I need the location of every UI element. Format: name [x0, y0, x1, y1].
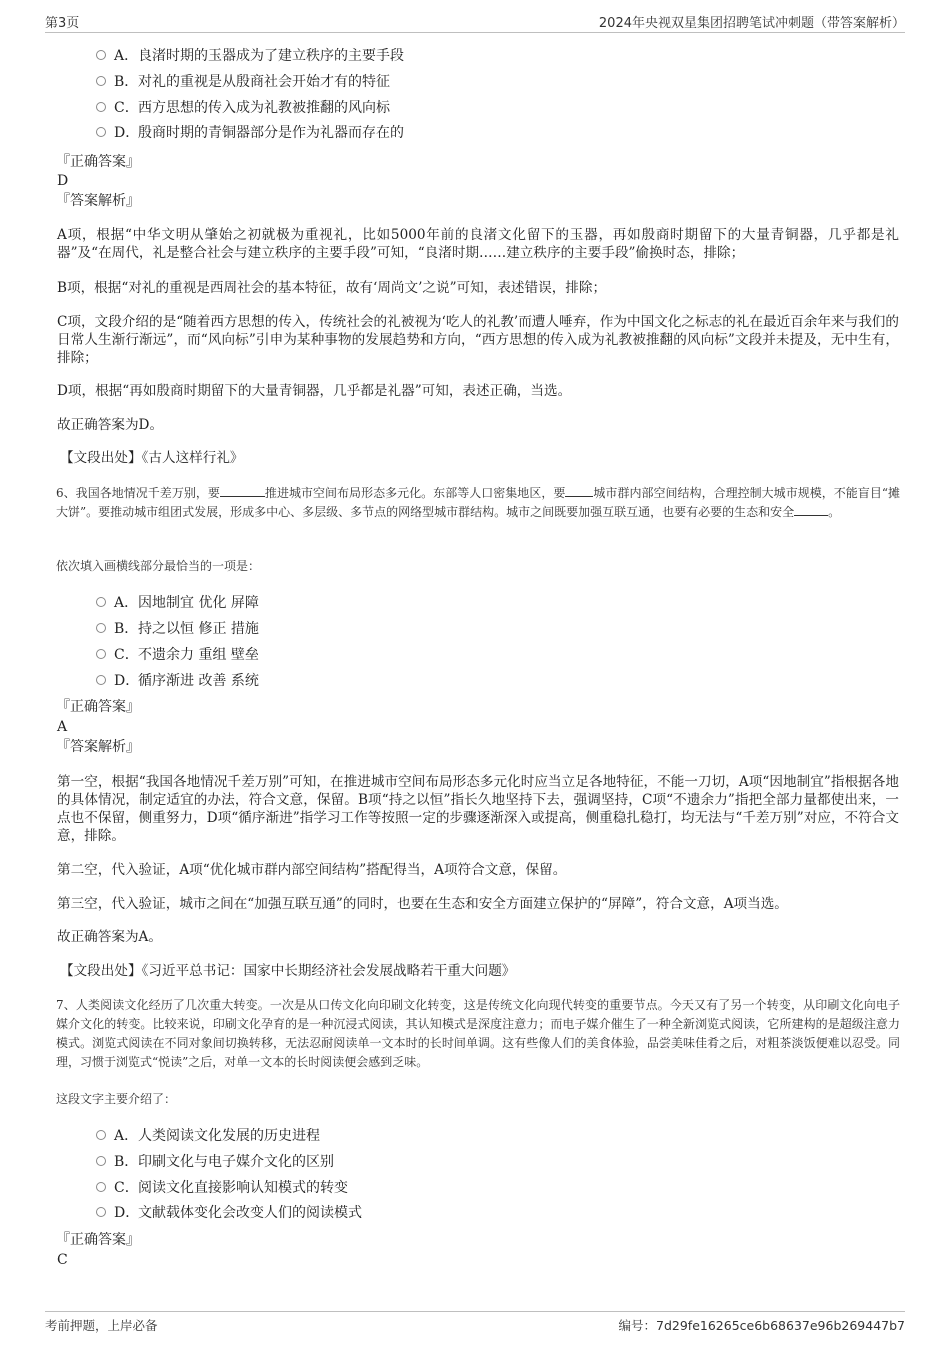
analysis-paragraph: 第一空，根据“我国各地情况千差万别”可知，在推进城市空间布局形态多元化时应当立足各地特征，不能一刀切，A项“因地制宜”指根据各地的具体情况，制定适宜的办法，符合文意，保留。B项“持之以恒”指长久地坚持下去，强调坚持，C项“不遗余力”指把全部力量都使出来，一点也不保留，侧重努力，D项“循序渐进”指学习工作等按照一定的步骤逐渐深入或提高，侧重稳扎稳打，均无法与“千差万别”对应，不符合文意，排除。 [57, 774, 899, 844]
q6-option-d[interactable]: D．循序渐进 改善 系统 [96, 670, 259, 692]
q6-option-a[interactable]: A．因地制宜 优化 屏障 [96, 592, 259, 614]
q6-option-c[interactable]: C．不遗余力 重组 壁垒 [96, 644, 259, 666]
fill-blank [220, 484, 265, 497]
conclusion: 故正确答案为D。 [57, 417, 164, 433]
radio-icon[interactable] [96, 675, 106, 685]
answer-value: D [57, 173, 69, 189]
analysis-paragraph: 第二空，代入验证，A项“优化城市群内部空间结构”搭配得当，A项符合文意，保留。 [57, 862, 567, 878]
page-footer [45, 1311, 905, 1338]
q7-option-d[interactable]: D．文献载体变化会改变人们的阅读模式 [96, 1202, 362, 1224]
radio-icon[interactable] [96, 1207, 106, 1217]
radio-icon[interactable] [96, 76, 106, 86]
radio-icon[interactable] [96, 623, 106, 633]
radio-icon[interactable] [96, 1130, 106, 1140]
question-prompt: 依次填入画横线部分最恰当的一项是： [56, 559, 261, 573]
answer-value: A [57, 719, 68, 735]
q5-option-b[interactable]: B．对礼的重视是从殷商社会开始才有的特征 [96, 71, 390, 93]
radio-icon[interactable] [96, 649, 106, 659]
analysis-label: 『答案解析』 [56, 193, 140, 209]
q7-option-b[interactable]: B．印刷文化与电子媒介文化的区别 [96, 1151, 334, 1173]
answer-value: C [57, 1252, 68, 1268]
q6-option-b[interactable]: B．持之以恒 修正 措施 [96, 618, 259, 640]
answer-label: 『正确答案』 [56, 154, 140, 170]
fill-blank [794, 503, 828, 516]
q5-option-a[interactable]: A．良渚时期的玉器成为了建立秩序的主要手段 [96, 45, 404, 67]
analysis-paragraph: D项，根据“再如殷商时期留下的大量青铜器，几乎都是礼器”可知，表述正确，当选。 [57, 383, 572, 399]
question-stem: 7、人类阅读文化经历了几次重大转变。一次是从口传文化向印刷文化转变，这是传统文化向现代转变的重要节点。今天又有了另一个转变，从印刷文化向电子媒介文化的转变。比较来说，印刷文化孕育的是一种沉浸式阅读，其认知模式是深度注意力；而电子媒介催生了一种全新浏览式阅读，它所建构的是超级注意力模式。浏览式阅读在不同对象间切换转移，无法忍耐阅读单一文本时的长时间单调。这有些像人们的美食体验，品尝美味佳肴之后，对粗茶淡饭便难以忍受。同理，习惯于浏览式“悦读”之后，对单一文本的长时阅读便会感到乏味。 [56, 998, 900, 1069]
footer-slogan: 考前押题，上岸必备 [45, 1318, 158, 1333]
source-citation: 【文段出处】《习近平总书记：国家中长期经济社会发展战略若干重大问题》 [60, 963, 516, 979]
document-title: 2024年央视双星集团招聘笔试冲刺题（带答案解析） [598, 16, 905, 31]
question-stem: 6、我国各地情况千差万别，要 推进城市空间布局形态多元化。东部等人口密集地区，要 城市群内部空间结构，合理控制大城市规模，不能盲目“摊大饼”。要推动城市组团式发展，形成多中心、多层级、多节点的网络型城市群结构。城市之间既要加强互联互通，也要有必要的生态和安全 。 [56, 486, 901, 519]
q5-option-d[interactable]: D．殷商时期的青铜器部分是作为礼器而存在的 [96, 122, 404, 144]
fill-blank [565, 484, 593, 497]
radio-icon[interactable] [96, 127, 106, 137]
radio-icon[interactable] [96, 50, 106, 60]
radio-icon[interactable] [96, 597, 106, 607]
analysis-label: 『答案解析』 [56, 739, 140, 755]
analysis-paragraph: 第三空，代入验证，城市之间在“加强互联互通”的同时，也要在生态和安全方面建立保护的“屏障”，符合文意，A项当选。 [57, 896, 788, 912]
page-header [45, 10, 905, 33]
question-prompt: 这段文字主要介绍了： [56, 1092, 177, 1106]
answer-label: 『正确答案』 [56, 1232, 140, 1248]
page-number: 第3页 [45, 16, 80, 31]
radio-icon[interactable] [96, 1156, 106, 1166]
analysis-paragraph: A项，根据“中华文明从肇始之初就极为重视礼，比如5000年前的良渚文化留下的玉器，再如殷商时期留下的大量青铜器，几乎都是礼器”及“在周代，礼是整合社会与建立秩序的主要手段”可知，“良渚时期……建立秩序的主要手段”偷换时态，排除； [57, 227, 899, 261]
analysis-paragraph: C项，文段介绍的是“随着西方思想的传入，传统社会的礼被视为‘吃人的礼教’而遭人唾弃，作为中国文化之标志的礼在最近百余年来与我们的日常人生渐行渐远”，而“风向标”引申为某种事物的发展趋势和方向，“西方思想的传入成为礼教被推翻的风向标”文段并未提及，无中生有，排除； [57, 314, 899, 366]
document-code: 编号：7d29fe16265ce6b68637e96b269447b7 [618, 1318, 905, 1333]
analysis-paragraph: B项，根据“对礼的重视是西周社会的基本特征，故有‘周尚文’之说”可知，表述错误，排除； [57, 280, 607, 296]
q7-option-c[interactable]: C．阅读文化直接影响认知模式的转变 [96, 1177, 348, 1199]
conclusion: 故正确答案为A。 [57, 929, 162, 945]
answer-label: 『正确答案』 [56, 699, 140, 715]
radio-icon[interactable] [96, 1182, 106, 1192]
radio-icon[interactable] [96, 102, 106, 112]
q5-option-c[interactable]: C．西方思想的传入成为礼教被推翻的风向标 [96, 97, 390, 119]
source-citation: 【文段出处】《古人这样行礼》 [60, 450, 244, 466]
q7-option-a[interactable]: A．人类阅读文化发展的历史进程 [96, 1125, 320, 1147]
